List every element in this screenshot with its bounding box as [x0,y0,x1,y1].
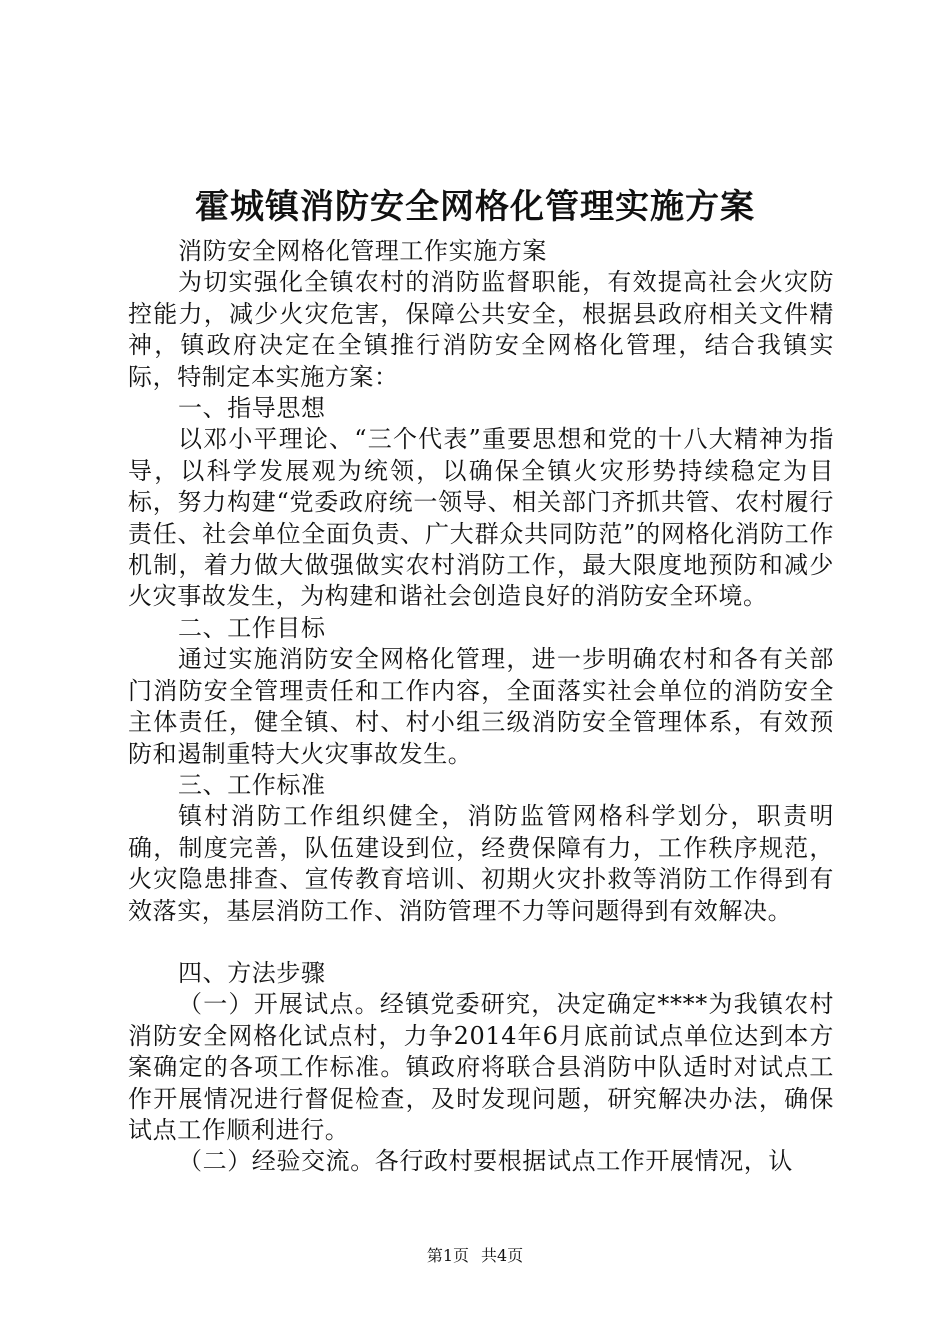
page-number: 第1页 [426,1246,469,1265]
experience-exchange-paragraph: （二）经验交流。各行政村要根据试点工作开展情况，认 [178,1147,793,1176]
work-standards-paragraph: 镇村消防工作组织健全，消防监管网格科学划分，职责明确，制度完善，队伍建设到位，经费保障有力，工作秩序规范，火灾隐患排查、宣传教育培训、初期火灾扑救等消防工作得到有效落实，基层消防工作、消防管理不力等问题得到有效解决。 [128,802,834,925]
subtitle-paragraph: 消防安全网格化管理工作实施方案 [178,237,547,265]
work-goals-paragraph: 通过实施消防安全网格化管理，进一步明确农村和各有关部门消防安全管理责任和工作内容，全面落实社会单位的消防安全主体责任，健全镇、村、村小组三级消防安全管理体系，有效预防和遏制重特大火灾事故发生。 [128,645,834,768]
pilot-paragraph: （一）开展试点。经镇党委研究，决定确定****为我镇农村消防安全网格化试点村，力争2014年6月底前试点单位达到本方案确定的各项工作标准。镇政府将联合县消防中队适时对试点工作开展情况进行督促检查，及时发现问题，研究解决办法，确保试点工作顺利进行。 [128,990,834,1144]
guiding-thought-paragraph: 以邓小平理论、“三个代表”重要思想和党的十八大精神为指导，以科学发展观为统领，以确保全镇火灾形势持续稳定为目标，努力构建“党委政府统一领导、相关部门齐抓共管、农村履行责任、社会单位全面负责、广大群众共同防范”的网格化消防工作机制，着力做大做强做实农村消防工作，最大限度地预防和减少火灾事故发生，为构建和谐社会创造良好的消防安全环境。 [128,425,834,611]
section-heading-guiding-thought: 一、指导思想 [178,394,326,423]
section-heading-method-steps: 四、方法步骤 [178,958,326,987]
page-total: 共4页 [481,1246,524,1265]
page-footer [0,1246,950,1266]
document-body [128,236,834,1178]
intro-paragraph: 为切实强化全镇农村的消防监督职能，有效提高社会火灾防控能力，减少火灾危害，保障公共安全，根据县政府相关文件精神，镇政府决定在全镇推行消防安全网格化管理，结合我镇实际，特制定本实施方案： [128,268,834,391]
section-heading-work-goals: 二、工作目标 [178,613,326,642]
section-heading-work-standards: 三、工作标准 [178,770,326,799]
document-title: 霍城镇消防安全网格化管理实施方案 [195,187,755,227]
